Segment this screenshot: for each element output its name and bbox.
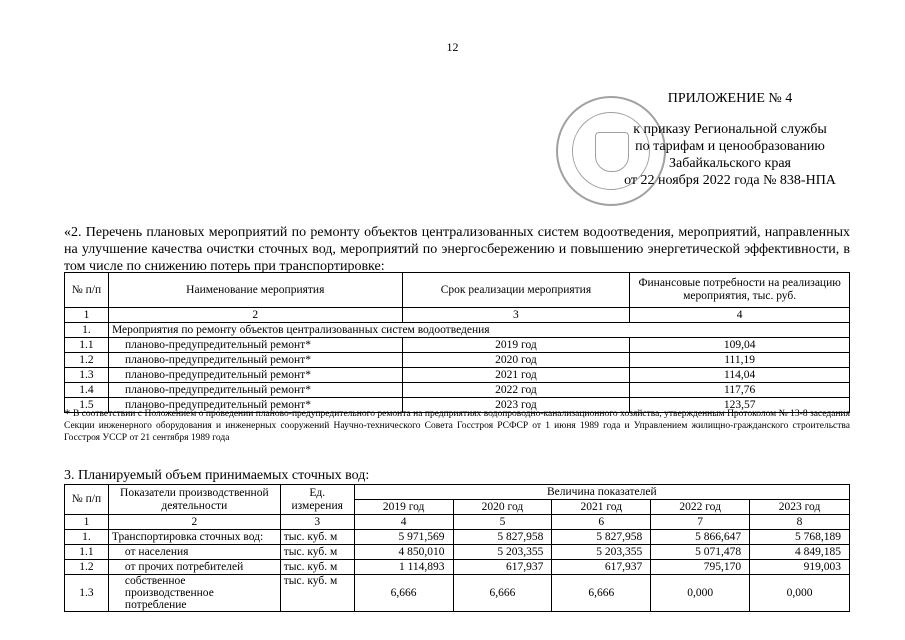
row-value: 795,170 bbox=[651, 560, 750, 575]
row-value: 123,57 bbox=[630, 398, 850, 413]
table-row bbox=[65, 338, 850, 353]
row-value: 5 827,958 bbox=[552, 530, 651, 545]
index-cell: 6 bbox=[552, 515, 651, 530]
index-cell: 2 bbox=[108, 515, 280, 530]
row-value: 617,937 bbox=[552, 560, 651, 575]
header-cell: № п/п bbox=[65, 273, 109, 308]
row-value: 5 971,569 bbox=[354, 530, 453, 545]
index-cell: 4 bbox=[354, 515, 453, 530]
table-index-row bbox=[65, 515, 850, 530]
section-label: Мероприятия по ремонту объектов централизованных систем водоотведения bbox=[108, 323, 849, 338]
table-row bbox=[65, 545, 850, 560]
section3-title: 3. Планируемый объем принимаемых сточных вод: bbox=[64, 468, 370, 483]
row-num: 1.2 bbox=[65, 353, 109, 368]
year-header: 2020 год bbox=[453, 500, 552, 515]
table-row bbox=[65, 353, 850, 368]
row-value: 114,04 bbox=[630, 368, 850, 383]
row-value: 6,666 bbox=[552, 575, 651, 612]
row-value: 4 850,010 bbox=[354, 545, 453, 560]
row-term: 2020 год bbox=[402, 353, 630, 368]
row-name: Транспортировка сточных вод: bbox=[108, 530, 280, 545]
index-cell: 3 bbox=[402, 308, 630, 323]
row-value: 0,000 bbox=[651, 575, 750, 612]
index-cell: 1 bbox=[65, 308, 109, 323]
table-header-row bbox=[65, 485, 850, 500]
row-unit: тыс. куб. м bbox=[280, 575, 354, 612]
row-value: 109,04 bbox=[630, 338, 850, 353]
section2-intro: «2. Перечень плановых мероприятий по ремонту объектов централизованных систем водоотведения, мероприятий, направленных на улучшение качества очистки сточных вод, мероприятий по энергосбережению и повышению энергетической эффективности, в том числе по снижению потерь при транспортировке: bbox=[64, 225, 850, 274]
row-name: планово-предупредительный ремонт* bbox=[108, 338, 402, 353]
index-cell: 5 bbox=[453, 515, 552, 530]
header-cell: Наименование мероприятия bbox=[108, 273, 402, 308]
header-cell: Величина показателей bbox=[354, 485, 849, 500]
row-value: 1 114,893 bbox=[354, 560, 453, 575]
header-cell: № п/п bbox=[65, 485, 109, 515]
row-name: от населения bbox=[108, 545, 280, 560]
index-cell: 1 bbox=[65, 515, 109, 530]
row-name: планово-предупредительный ремонт* bbox=[108, 353, 402, 368]
row-num: 1.4 bbox=[65, 383, 109, 398]
row-term: 2021 год bbox=[402, 368, 630, 383]
wastewater-volume-table bbox=[64, 484, 850, 612]
row-value: 117,76 bbox=[630, 383, 850, 398]
table-row bbox=[65, 383, 850, 398]
header-cell: Показатели производственной деятельности bbox=[108, 485, 280, 515]
row-name: планово-предупредительный ремонт* bbox=[108, 383, 402, 398]
row-term: 2023 год bbox=[402, 398, 630, 413]
row-value: 5 827,958 bbox=[453, 530, 552, 545]
row-num: 1.3 bbox=[65, 368, 109, 383]
header-cell: Финансовые потребности на реализацию мероприятия, тыс. руб. bbox=[630, 273, 850, 308]
row-value: 5 768,189 bbox=[750, 530, 850, 545]
table-header-row bbox=[65, 273, 850, 308]
index-cell: 2 bbox=[108, 308, 402, 323]
index-cell: 8 bbox=[750, 515, 850, 530]
table-row bbox=[65, 368, 850, 383]
row-unit: тыс. куб. м bbox=[280, 560, 354, 575]
row-value: 6,666 bbox=[453, 575, 552, 612]
row-name: планово-предупредительный ремонт* bbox=[108, 368, 402, 383]
row-num: 1.1 bbox=[65, 338, 109, 353]
index-cell: 3 bbox=[280, 515, 354, 530]
appendix-title: ПРИЛОЖЕНИЕ № 4 bbox=[667, 91, 793, 106]
table-row bbox=[65, 530, 850, 545]
row-unit: тыс. куб. м bbox=[280, 530, 354, 545]
row-value: 617,937 bbox=[453, 560, 552, 575]
year-header: 2019 год bbox=[354, 500, 453, 515]
header-cell: Срок реализации мероприятия bbox=[402, 273, 630, 308]
row-num: 1. bbox=[65, 530, 109, 545]
table-row bbox=[65, 560, 850, 575]
row-value: 5 203,355 bbox=[453, 545, 552, 560]
table-section-row bbox=[65, 323, 850, 338]
header-cell: Ед. измерения bbox=[280, 485, 354, 515]
index-cell: 4 bbox=[630, 308, 850, 323]
approval-line: от 22 ноября 2022 года № 838-НПА bbox=[624, 173, 836, 188]
row-value: 6,666 bbox=[354, 575, 453, 612]
footnote-marker: * bbox=[64, 406, 71, 421]
row-num: 1.1 bbox=[65, 545, 109, 560]
page-number: 12 bbox=[446, 40, 459, 54]
approval-line: по тарифам и ценообразованию bbox=[635, 139, 825, 154]
row-value: 919,003 bbox=[750, 560, 850, 575]
footnote bbox=[64, 408, 850, 444]
year-header: 2022 год bbox=[651, 500, 750, 515]
table-row bbox=[65, 575, 850, 612]
year-header: 2023 год bbox=[750, 500, 850, 515]
row-num: 1.3 bbox=[65, 575, 109, 612]
row-term: 2019 год bbox=[402, 338, 630, 353]
row-name: собственное производственное потребление bbox=[108, 575, 280, 612]
year-header: 2021 год bbox=[552, 500, 651, 515]
row-value: 4 849,185 bbox=[750, 545, 850, 560]
footnote-text: В соответствии с Положением о проведении планово-предупредительного ремонта на предприятиях водопроводно-канализационного хозяйства, утвержденным Протоколом № 13-8 заседания Секции инженерного оборудования и инженерных сооружений Научно-технического Совета Госстроя РСФСР от 1 июня 1989 года и Управлением жилищно-гражданского строительства Госстроя УССР от 21 сентября 1989 года bbox=[64, 409, 850, 443]
approval-line: Забайкальского края bbox=[668, 156, 791, 171]
row-name: планово-предупредительный ремонт* bbox=[108, 398, 402, 413]
repair-measures-table bbox=[64, 272, 850, 413]
table-index-row bbox=[65, 308, 850, 323]
row-value: 5 071,478 bbox=[651, 545, 750, 560]
row-unit: тыс. куб. м bbox=[280, 545, 354, 560]
index-cell: 7 bbox=[651, 515, 750, 530]
row-num: 1.2 bbox=[65, 560, 109, 575]
approval-block bbox=[610, 90, 850, 189]
row-name: от прочих потребителей bbox=[108, 560, 280, 575]
row-value: 5 203,355 bbox=[552, 545, 651, 560]
row-value: 0,000 bbox=[750, 575, 850, 612]
section-num: 1. bbox=[65, 323, 109, 338]
row-term: 2022 год bbox=[402, 383, 630, 398]
row-num: 1.5 bbox=[65, 398, 109, 413]
row-value: 5 866,647 bbox=[651, 530, 750, 545]
approval-line: к приказу Региональной службы bbox=[633, 122, 827, 137]
row-value: 111,19 bbox=[630, 353, 850, 368]
